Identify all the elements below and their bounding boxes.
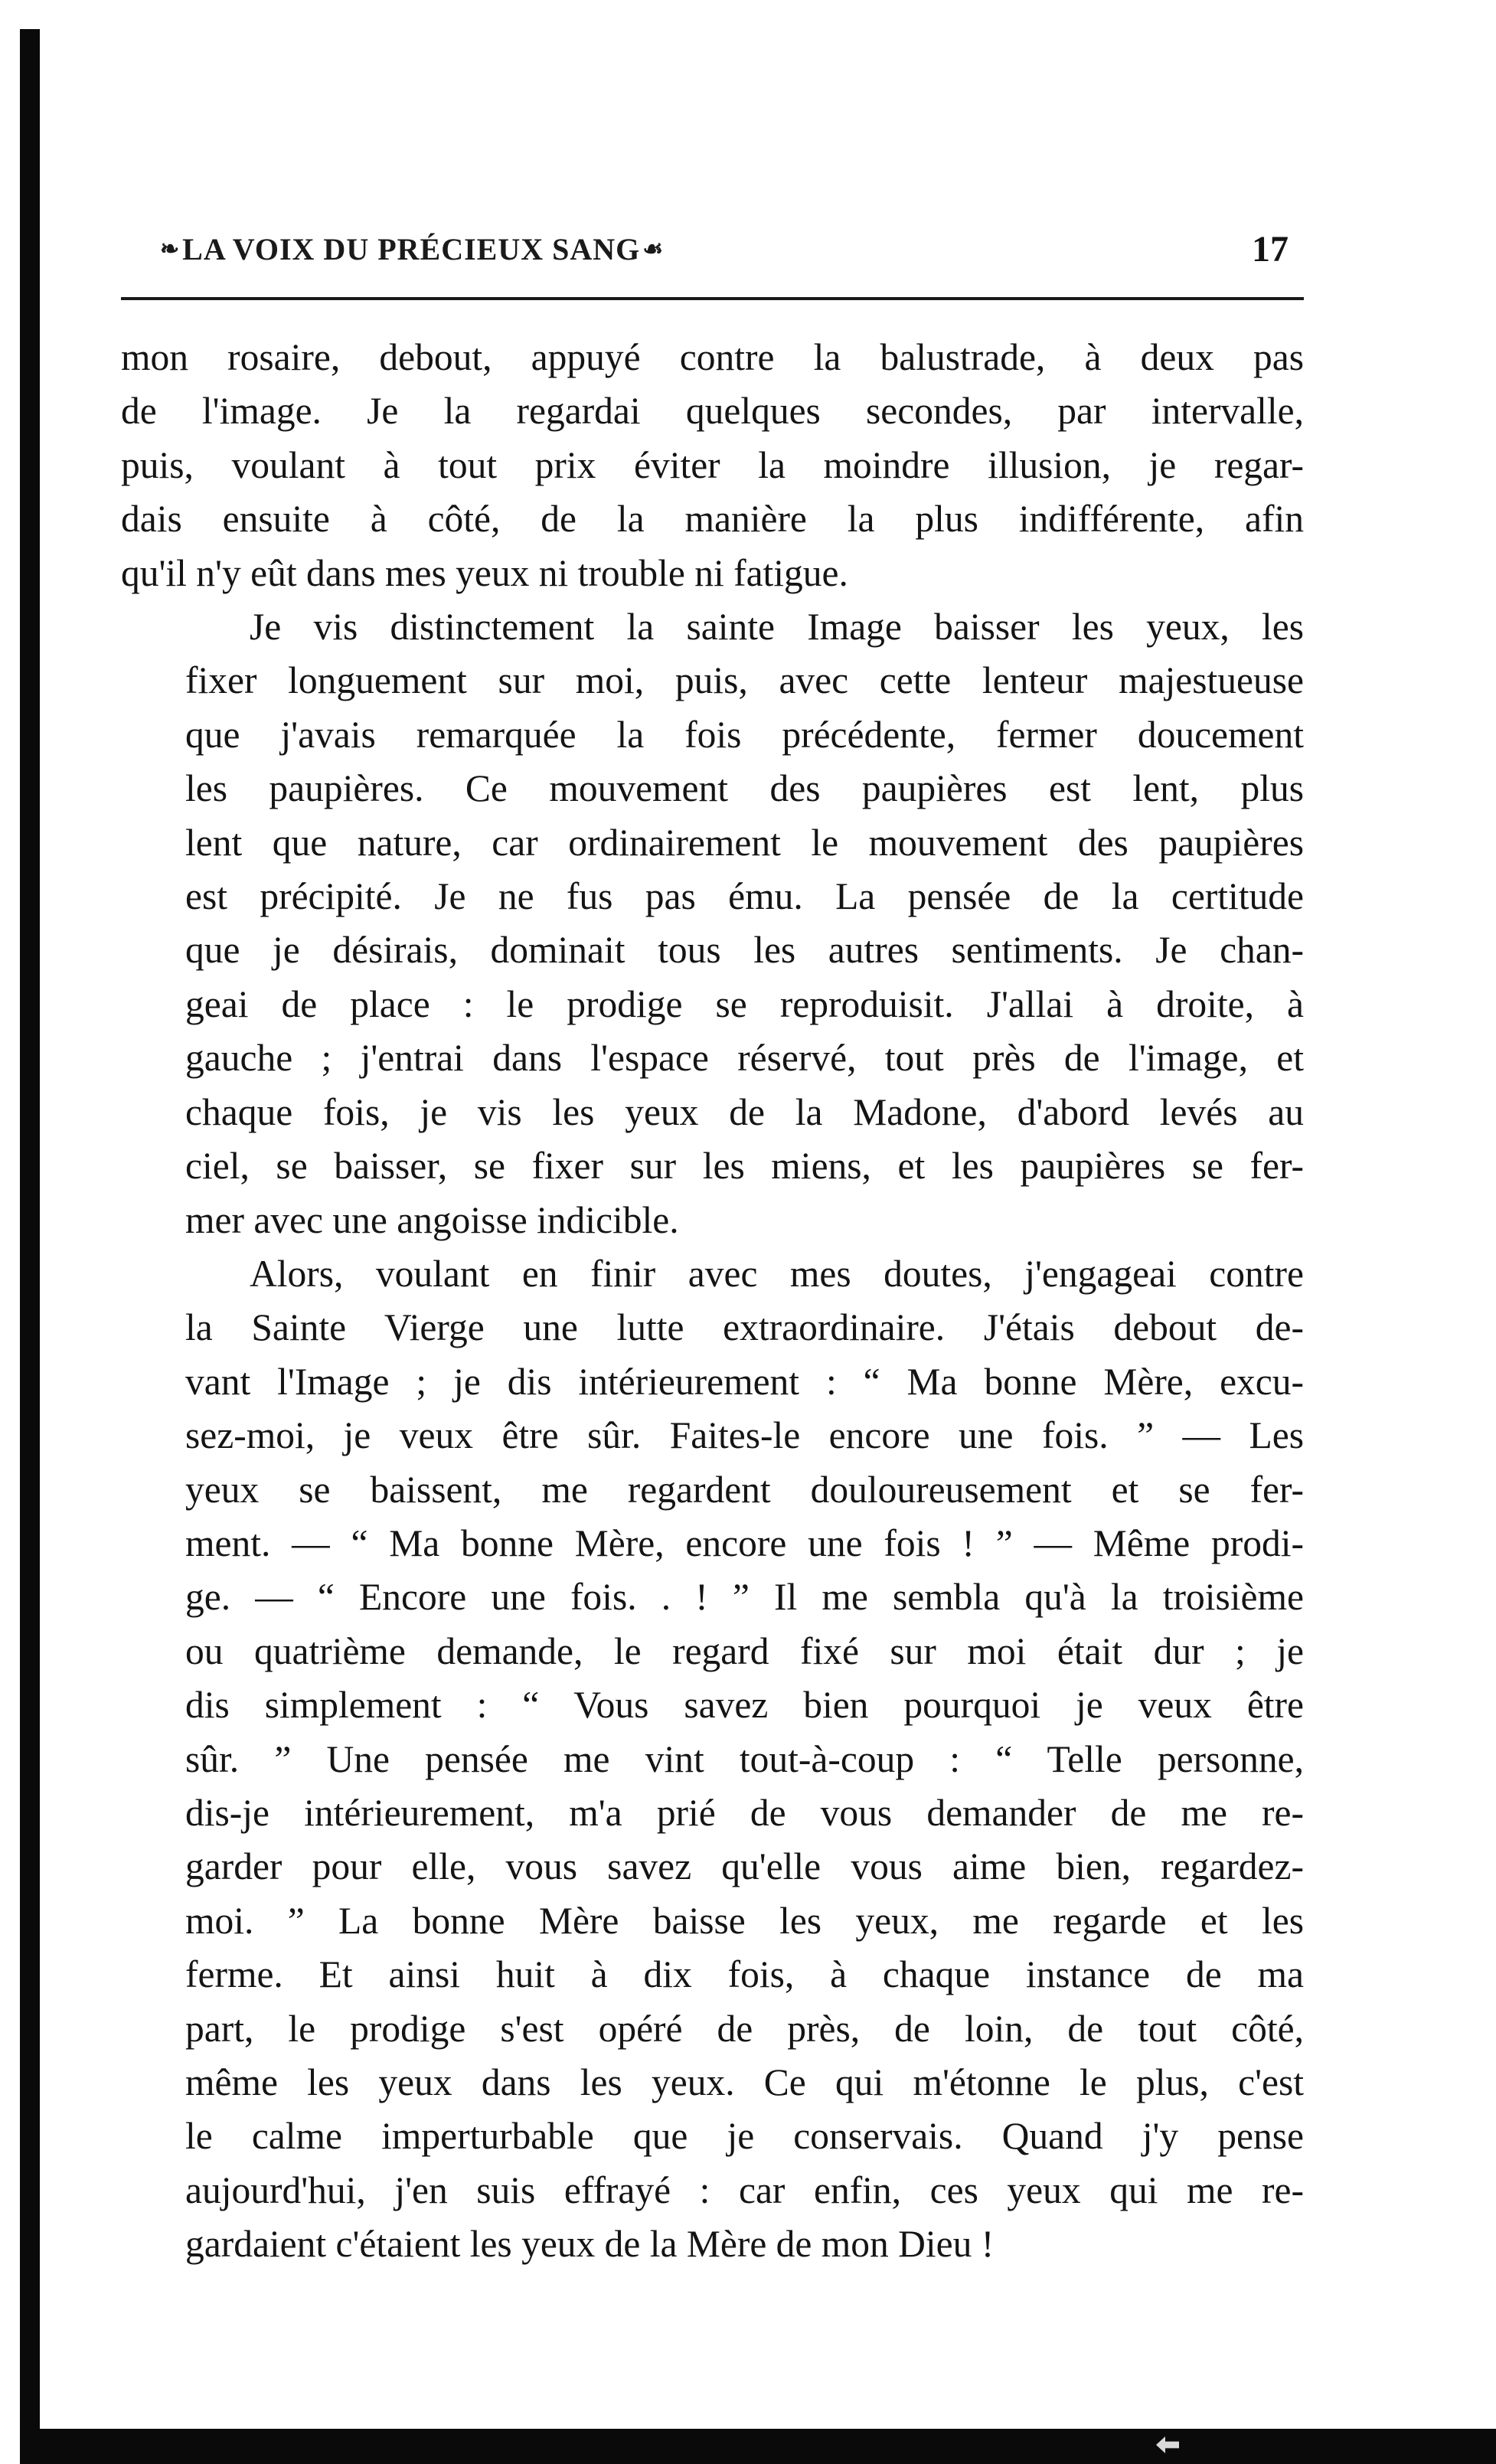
ornament-icon: ☙ <box>642 237 665 262</box>
running-head-title <box>158 231 666 267</box>
text-line: dis simplement : “ Vous savez bien pourquoi je veux être <box>185 1684 1304 1727</box>
paragraph-2 <box>121 600 1304 1247</box>
text-line: Je vis distinctement la sainte Image baisser les yeux, les <box>250 606 1304 649</box>
text-line: ment. — “ Ma bonne Mère, encore une fois ! ” — Même prodi- <box>185 1521 1304 1564</box>
running-head-text: LA VOIX DU PRÉCIEUX SANG <box>182 232 641 266</box>
book-page <box>121 224 1304 2266</box>
text-line: mer avec une angoisse indicible. <box>185 1198 679 1241</box>
text-line: même les yeux dans les yeux. Ce qui m'étonne le plus, c'est <box>185 2061 1304 2103</box>
text-line: les paupières. Ce mouvement des paupières est lent, plus <box>185 767 1304 810</box>
text-line: dis-je intérieurement, m'a prié de vous demander de me re- <box>185 1791 1304 1834</box>
text-line: puis, voulant à tout prix éviter la moindre illusion, je regar- <box>121 443 1304 486</box>
text-line: que je désirais, dominait tous les autres sentiments. Je chan- <box>185 929 1304 972</box>
text-line: sûr. ” Une pensée me vint tout-à-coup : “ Telle personne, <box>185 1737 1304 1780</box>
text-line: ou quatrième demande, le regard fixé sur moi était dur ; je <box>185 1629 1304 1672</box>
text-line: gardaient c'étaient les yeux de la Mère de mon Dieu ! <box>185 2223 995 2266</box>
text-line: qu'il n'y eût dans mes yeux ni trouble ni fatigue. <box>121 551 848 594</box>
text-line: de l'image. Je la regardai quelques secondes, par intervalle, <box>121 390 1304 433</box>
page-number: 17 <box>1252 229 1289 270</box>
text-line: ciel, se baisser, se fixer sur les miens, et les paupières se fer- <box>185 1145 1304 1188</box>
scan-border-bottom <box>40 2429 1496 2464</box>
scan-border-left <box>20 29 40 2464</box>
text-line: geai de place : le prodige se reproduisit. J'allai à droite, à <box>185 982 1304 1025</box>
running-head <box>121 224 1304 279</box>
text-line: ferme. Et ainsi huit à dix fois, à chaque instance de ma <box>185 1953 1304 1996</box>
text-line: gauche ; j'entrai dans l'espace réservé, tout près de l'image, et <box>185 1037 1304 1080</box>
text-line: part, le prodige s'est opéré de près, de loin, de tout côté, <box>185 2007 1304 2050</box>
text-line: garder pour elle, vous savez qu'elle vous aime bien, regardez- <box>185 1845 1304 1888</box>
paragraph-3 <box>121 1247 1304 2272</box>
text-line: mon rosaire, debout, appuyé contre la balustrade, à deux pas <box>121 336 1304 378</box>
text-line: la Sainte Vierge une lutte extraordinaire. J'étais debout de- <box>185 1306 1304 1349</box>
text-line: que j'avais remarquée la fois précédente, fermer doucement <box>185 713 1304 756</box>
text-line: sez-moi, je veux être sûr. Faites-le encore une fois. ” — Les <box>185 1414 1304 1457</box>
text-line: ge. — “ Encore une fois. . ! ” Il me sembla qu'à la troisième <box>185 1576 1304 1619</box>
ornament-icon: ❧ <box>160 237 181 262</box>
text-line: chaque fois, je vis les yeux de la Madone, d'abord levés au <box>185 1090 1304 1133</box>
text-line: lent que nature, car ordinairement le mouvement des paupières <box>185 821 1304 864</box>
body-text <box>121 331 1304 2272</box>
text-line: dais ensuite à côté, de la manière la plus indifférente, afin <box>121 498 1304 541</box>
text-line: Alors, voulant en finir avec mes doutes, j'engageai contre <box>250 1252 1304 1295</box>
text-line: aujourd'hui, j'en suis effrayé : car enfin, ces yeux qui me re- <box>185 2168 1304 2211</box>
text-line: fixer longuement sur moi, puis, avec cette lenteur majestueuse <box>185 659 1304 702</box>
text-line: est précipité. Je ne fus pas ému. La pensée de la certitude <box>185 875 1304 918</box>
text-line: moi. ” La bonne Mère baisse les yeux, me regarde et les <box>185 1899 1304 1942</box>
text-line: yeux se baissent, me regardent douloureusement et se fer- <box>185 1468 1304 1511</box>
text-line: vant l'Image ; je dis intérieurement : “ Ma bonne Mère, excu- <box>185 1360 1304 1403</box>
text-line: le calme imperturbable que je conservais. Quand j'y pense <box>185 2115 1304 2158</box>
paragraph-1 <box>121 331 1304 600</box>
header-rule <box>121 297 1304 300</box>
